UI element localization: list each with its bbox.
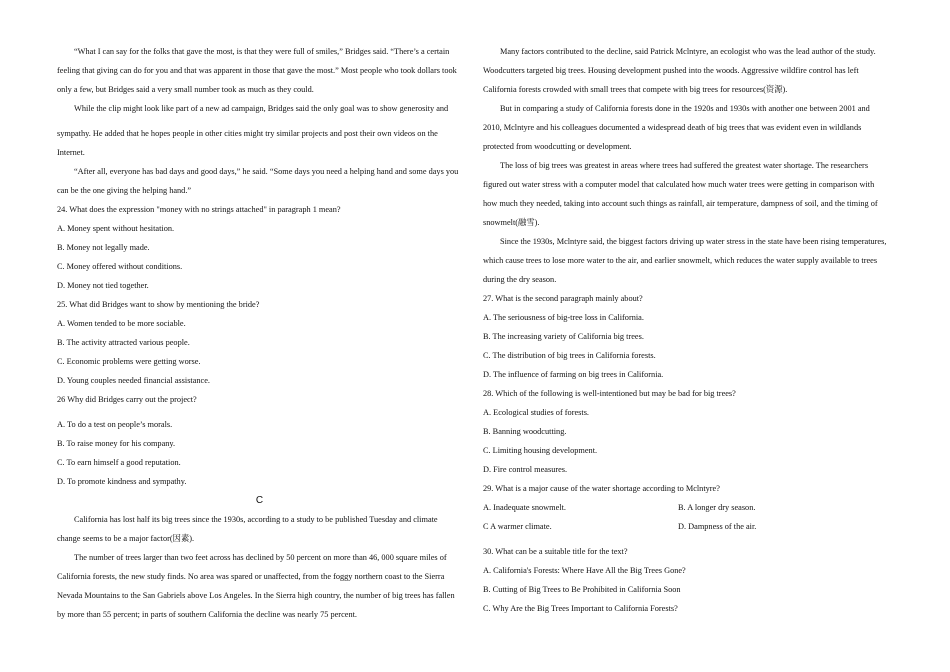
option: A. Women tended to be more sociable. <box>57 319 186 328</box>
text-line: Nevada Mountains to the San Gabriels above Los Angeles. In the Sierra high country, the number of big trees has fallen <box>57 591 455 600</box>
text-line: Many factors contributed to the decline, said Patrick Mclntyre, an ecologist who was the lead author of the study. <box>500 47 876 56</box>
option-row <box>483 515 893 534</box>
option: A. The seriousness of big-tree loss in California. <box>483 313 644 322</box>
text-line: protected from woodcutting or development. <box>483 142 632 151</box>
option: D. To promote kindness and sympathy. <box>57 477 187 486</box>
option: D. Money not tied together. <box>57 281 149 290</box>
right-column <box>483 40 893 616</box>
option: D. Fire control measures. <box>483 465 568 474</box>
left-column <box>57 40 462 622</box>
text-line: Woodcutters targeted big trees. Housing development pushed into the woods. Aggressive wildfire control has left <box>483 66 859 75</box>
text-line: California forests, the new study finds. No area was spared or unaffected, from the foggy northern coast to the Sierra <box>57 572 445 581</box>
option-row <box>483 496 893 515</box>
option: A. California's Forests: Where Have All the Big Trees Gone? <box>483 566 686 575</box>
option: C. Limiting housing development. <box>483 446 598 455</box>
option: B. The increasing variety of California big trees. <box>483 332 644 341</box>
text-line: California forests crowded with small trees that compete with big trees for resources(资源). <box>483 85 788 94</box>
text-line: change seems to be a major factor(因素). <box>57 534 195 543</box>
option: B. Money not legally made. <box>57 243 150 252</box>
option: C. The distribution of big trees in California forests. <box>483 351 656 360</box>
option: B. Cutting of Big Trees to Be Prohibited in California Soon <box>483 585 681 594</box>
question-24: 24. What does the expression "money with no strings attached" in paragraph 1 mean? <box>57 205 341 214</box>
option: D. Dampness of the air. <box>678 522 757 531</box>
text-line: “What I can say for the folks that gave the most, is that they were full of smiles,” Bridges said. “There’s a certain <box>74 47 450 56</box>
option: B. To raise money for his company. <box>57 439 176 448</box>
option: B. Banning woodcutting. <box>483 427 567 436</box>
text-line: snowmelt(融雪). <box>483 218 540 227</box>
text-line: during the dry season. <box>483 275 557 284</box>
option: A. Money spent without hesitation. <box>57 224 175 233</box>
option: D. Young couples needed financial assistance. <box>57 376 210 385</box>
text-line: by more than 55 percent; in parts of southern California the decline was nearly 75 percent. <box>57 610 357 619</box>
option: A. Inadequate snowmelt. <box>483 503 566 512</box>
option: D. The influence of farming on big trees in California. <box>483 370 664 379</box>
text-line: The number of trees larger than two feet across has declined by 50 percent on more than 46, 000 square miles of <box>74 553 447 562</box>
text-line: can be the one giving the helping hand.” <box>57 186 192 195</box>
text-line: The loss of big trees was greatest in areas where trees had suffered the greatest water shortage. The researchers <box>500 161 869 170</box>
question-29: 29. What is a major cause of the water shortage according to Mclntyre? <box>483 484 720 493</box>
text-line: Since the 1930s, Mclntyre said, the biggest factors driving up water stress in the state have been rising temperatures, <box>500 237 887 246</box>
text-line: But in comparing a study of California forests done in the 1920s and 1930s with another one between 2001 and <box>500 104 870 113</box>
option: A. Ecological studies of forests. <box>483 408 589 417</box>
text-line: only a few, but Bridges said a very small number took as much as they could. <box>57 85 314 94</box>
text-line: Internet. <box>57 148 85 157</box>
text-line: sympathy. He added that he hopes people in other cities might try similar projects and post their own videos on the <box>57 129 438 138</box>
option: B. A longer dry season. <box>678 503 756 512</box>
question-25: 25. What did Bridges want to show by mentioning the bride? <box>57 300 260 309</box>
text-line: which cause trees to lose more water to the air, and earlier snowmelt, which reduces the water supply available to trees <box>483 256 878 265</box>
text-line: how much they needed, taking into account such things as rainfall, air temperature, dampness of soil, and the timing of <box>483 199 878 208</box>
question-26: 26 Why did Bridges carry out the project? <box>57 395 197 404</box>
text-line: 2010, Mclntyre and his colleagues documented a widespread death of big trees that was evident even in wildlands <box>483 123 862 132</box>
question-27: 27. What is the second paragraph mainly about? <box>483 294 643 303</box>
option: C. Why Are the Big Trees Important to California Forests? <box>483 604 678 613</box>
text-line: California has lost half its big trees since the 1930s, according to a study to be published Tuesday and climate <box>74 515 438 524</box>
option: C. To earn himself a good reputation. <box>57 458 181 467</box>
text-line: “After all, everyone has bad days and good days,” he said. “Some days you need a helping hand and some days you <box>74 167 459 176</box>
text-line: feeling that giving can do for you and that was apparent in those that gave the most.” Most people who took dollars took <box>57 66 457 75</box>
text-line: figured out water stress with a computer model that calculated how much water trees were getting in comparison with <box>483 180 875 189</box>
text-line: While the clip might look like part of a new ad campaign, Bridges said the only goal was to show generosity and <box>74 104 449 113</box>
option: C A warmer climate. <box>483 522 552 531</box>
option: C. Money offered without conditions. <box>57 262 183 271</box>
option: C. Economic problems were getting worse. <box>57 357 201 366</box>
question-28: 28. Which of the following is well-intentioned but may be bad for big trees? <box>483 389 736 398</box>
option: A. To do a test on people’s morals. <box>57 420 173 429</box>
section-heading-c: C <box>255 495 264 506</box>
option: B. The activity attracted various people. <box>57 338 190 347</box>
question-30: 30. What can be a suitable title for the text? <box>483 547 628 556</box>
